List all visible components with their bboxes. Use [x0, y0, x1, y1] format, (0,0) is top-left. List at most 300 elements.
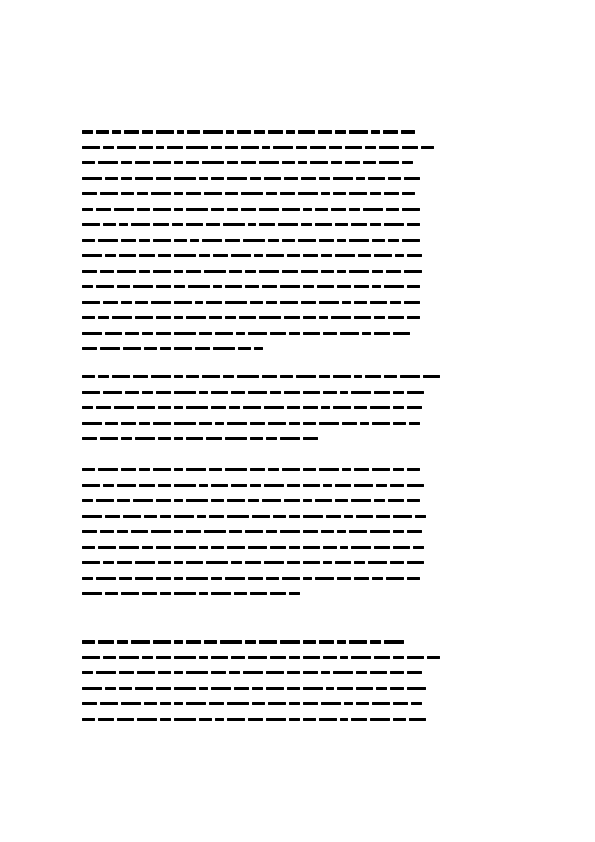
- word-block: [204, 530, 226, 533]
- word-block: [174, 332, 196, 335]
- word-block: [174, 437, 183, 440]
- word-block: [351, 546, 371, 549]
- word-block: [404, 270, 422, 273]
- word-block: [390, 301, 401, 304]
- word-block: [266, 254, 284, 257]
- word-block: [303, 530, 318, 533]
- word-block: [105, 332, 123, 335]
- word-block: [211, 208, 224, 211]
- word-block: [303, 406, 318, 409]
- word-block: [199, 656, 208, 659]
- word-block: [303, 437, 318, 440]
- word-block: [215, 422, 224, 425]
- word-block: [135, 687, 153, 690]
- word-block: [268, 130, 283, 134]
- word-block: [187, 130, 200, 134]
- word-block: [215, 332, 233, 335]
- word-block: [245, 285, 258, 288]
- word-block: [206, 223, 219, 226]
- word-block: [423, 375, 441, 378]
- word-block: [342, 301, 351, 304]
- text-line: [82, 700, 515, 707]
- word-block: [374, 391, 389, 394]
- word-block: [96, 671, 116, 674]
- word-block: [199, 592, 208, 595]
- word-block: [321, 254, 332, 257]
- word-block: [82, 671, 93, 674]
- word-block: [211, 146, 222, 149]
- text-line: [82, 435, 515, 442]
- word-block: [160, 515, 171, 518]
- word-block: [82, 640, 95, 644]
- word-block: [156, 577, 171, 580]
- word-block: [202, 161, 224, 164]
- word-block: [158, 406, 171, 409]
- word-block: [227, 422, 247, 425]
- word-block: [407, 316, 420, 319]
- word-block: [298, 130, 316, 134]
- word-block: [186, 223, 204, 226]
- word-block: [407, 671, 422, 674]
- word-block: [82, 347, 97, 350]
- word-block: [151, 301, 171, 304]
- word-block: [321, 671, 330, 674]
- word-block: [100, 530, 113, 533]
- word-block: [303, 332, 321, 335]
- word-block: [174, 192, 183, 195]
- word-block: [206, 301, 221, 304]
- text-line: [82, 575, 515, 582]
- word-block: [268, 239, 279, 242]
- word-block: [137, 208, 150, 211]
- word-block: [174, 316, 183, 319]
- text-line: [82, 144, 515, 151]
- word-block: [287, 406, 300, 409]
- word-block: [337, 285, 350, 288]
- word-block: [156, 391, 171, 394]
- word-block: [112, 130, 121, 134]
- word-block: [393, 530, 404, 533]
- text-line: [82, 559, 515, 566]
- word-block: [188, 285, 210, 288]
- word-block: [82, 285, 93, 288]
- word-block: [139, 484, 154, 487]
- word-block: [248, 332, 268, 335]
- word-block: [303, 561, 321, 564]
- word-block: [365, 375, 380, 378]
- word-block: [354, 484, 374, 487]
- word-block: [372, 702, 390, 705]
- word-block: [119, 687, 132, 690]
- text-line: [82, 299, 515, 306]
- word-block: [286, 130, 295, 134]
- word-block: [125, 332, 138, 335]
- text-line: [82, 283, 515, 290]
- word-block: [139, 270, 150, 273]
- word-block: [236, 332, 245, 335]
- word-block: [273, 515, 286, 518]
- text-line: [82, 528, 515, 535]
- word-block: [360, 422, 369, 425]
- word-block: [402, 239, 420, 242]
- text-line: [82, 252, 515, 259]
- word-block: [370, 301, 388, 304]
- word-block: [340, 391, 349, 394]
- word-block: [96, 130, 109, 134]
- word-block: [186, 406, 208, 409]
- word-block: [321, 702, 341, 705]
- word-block: [238, 347, 251, 350]
- word-block: [303, 656, 321, 659]
- word-block: [174, 718, 196, 721]
- word-block: [153, 640, 171, 644]
- word-block: [119, 546, 139, 549]
- word-block: [186, 702, 206, 705]
- word-block: [225, 146, 238, 149]
- word-block: [319, 718, 337, 721]
- word-block: [186, 437, 204, 440]
- word-block: [114, 208, 134, 211]
- word-block: [135, 577, 153, 580]
- word-block: [211, 406, 226, 409]
- word-block: [301, 223, 312, 226]
- word-block: [333, 375, 351, 378]
- word-block: [370, 640, 381, 644]
- paragraph: [82, 373, 515, 451]
- word-block: [354, 577, 369, 580]
- word-block: [202, 375, 220, 378]
- word-block: [262, 375, 277, 378]
- word-block: [105, 254, 116, 257]
- word-block: [112, 316, 132, 319]
- word-block: [139, 254, 154, 257]
- word-block: [105, 422, 118, 425]
- text-line: [82, 716, 515, 723]
- word-block: [301, 177, 316, 180]
- text-line: [82, 497, 515, 504]
- word-block: [153, 468, 171, 471]
- word-block: [335, 499, 348, 502]
- word-block: [142, 391, 153, 394]
- word-block: [82, 499, 93, 502]
- word-block: [82, 208, 93, 211]
- word-block: [335, 130, 346, 134]
- word-block: [282, 270, 297, 273]
- word-block: [225, 285, 243, 288]
- word-block: [153, 208, 171, 211]
- word-block: [160, 592, 171, 595]
- word-block: [82, 484, 100, 487]
- word-block: [345, 146, 363, 149]
- word-block: [252, 515, 270, 518]
- word-block: [289, 332, 300, 335]
- word-block: [384, 192, 399, 195]
- word-block: [158, 671, 171, 674]
- word-block: [121, 301, 132, 304]
- word-block: [160, 702, 171, 705]
- word-block: [303, 577, 312, 580]
- text-line: [82, 590, 515, 597]
- word-block: [160, 347, 171, 350]
- word-block: [100, 270, 113, 273]
- word-block: [121, 592, 139, 595]
- word-block: [231, 484, 246, 487]
- word-block: [270, 656, 285, 659]
- word-block: [427, 656, 440, 659]
- text-line: [82, 466, 515, 473]
- word-block: [376, 515, 389, 518]
- word-block: [156, 656, 171, 659]
- text-line: [82, 389, 515, 396]
- word-block: [237, 375, 259, 378]
- word-block: [262, 285, 277, 288]
- word-block: [370, 718, 390, 721]
- word-block: [82, 702, 97, 705]
- word-block: [82, 146, 100, 149]
- word-block: [105, 687, 116, 690]
- word-block: [82, 561, 100, 564]
- word-block: [407, 499, 420, 502]
- word-block: [374, 499, 385, 502]
- word-block: [225, 239, 240, 242]
- word-block: [287, 687, 300, 690]
- word-block: [174, 546, 196, 549]
- word-block: [245, 640, 256, 644]
- word-block: [262, 499, 282, 502]
- word-block: [393, 391, 404, 394]
- word-block: [351, 718, 366, 721]
- word-block: [177, 130, 184, 134]
- word-block: [186, 146, 208, 149]
- word-block: [117, 530, 128, 533]
- word-block: [174, 301, 192, 304]
- word-block: [211, 592, 231, 595]
- word-block: [174, 391, 196, 394]
- word-block: [354, 561, 365, 564]
- text-line: [82, 420, 515, 427]
- word-block: [390, 484, 403, 487]
- word-block: [388, 499, 403, 502]
- word-block: [303, 546, 321, 549]
- word-block: [137, 192, 148, 195]
- word-block: [268, 468, 279, 471]
- word-block: [112, 375, 130, 378]
- word-block: [254, 347, 263, 350]
- word-block: [393, 702, 408, 705]
- word-block: [333, 192, 346, 195]
- word-block: [252, 702, 265, 705]
- word-block: [226, 130, 235, 134]
- word-block: [402, 208, 420, 211]
- text-line: [82, 221, 515, 228]
- paragraph: [82, 466, 515, 606]
- word-block: [340, 332, 360, 335]
- text-line: [82, 237, 515, 244]
- word-block: [82, 656, 100, 659]
- word-block: [413, 546, 424, 549]
- word-block: [156, 687, 171, 690]
- word-block: [335, 254, 355, 257]
- word-block: [186, 561, 204, 564]
- word-block: [241, 161, 256, 164]
- word-block: [158, 437, 171, 440]
- word-block: [213, 347, 235, 350]
- word-block: [393, 406, 404, 409]
- word-block: [340, 546, 349, 549]
- word-block: [82, 239, 95, 242]
- word-block: [264, 561, 284, 564]
- word-block: [248, 223, 257, 226]
- word-block: [337, 239, 346, 242]
- word-block: [119, 577, 132, 580]
- word-block: [225, 316, 236, 319]
- word-block: [123, 347, 141, 350]
- text-line: [82, 190, 515, 197]
- word-block: [199, 484, 208, 487]
- word-block: [174, 640, 183, 644]
- word-block: [333, 177, 353, 180]
- word-block: [186, 270, 201, 273]
- word-block: [296, 146, 307, 149]
- word-block: [121, 177, 132, 180]
- word-block: [351, 391, 371, 394]
- word-block: [342, 468, 351, 471]
- word-block: [282, 208, 300, 211]
- word-block: [303, 702, 318, 705]
- word-block: [245, 561, 260, 564]
- word-block: [280, 285, 300, 288]
- word-block: [248, 546, 268, 549]
- word-block: [204, 640, 217, 644]
- word-block: [393, 468, 404, 471]
- word-block: [186, 671, 208, 674]
- word-block: [197, 515, 206, 518]
- word-block: [264, 177, 282, 180]
- word-block: [379, 161, 399, 164]
- word-block: [142, 332, 153, 335]
- word-block: [174, 285, 185, 288]
- word-block: [213, 254, 228, 257]
- word-block: [370, 530, 390, 533]
- word-block: [174, 577, 183, 580]
- word-block: [82, 270, 97, 273]
- word-block: [121, 161, 132, 164]
- word-block: [404, 177, 419, 180]
- word-block: [266, 192, 277, 195]
- word-block: [404, 301, 419, 304]
- word-block: [186, 530, 201, 533]
- text-line: [82, 404, 515, 411]
- word-block: [133, 375, 148, 378]
- word-block: [82, 577, 93, 580]
- word-block: [82, 546, 95, 549]
- word-block: [287, 254, 300, 257]
- word-block: [370, 192, 381, 195]
- word-block: [388, 177, 401, 180]
- word-block: [376, 687, 387, 690]
- word-block: [351, 223, 366, 226]
- word-block: [209, 468, 222, 471]
- word-block: [174, 375, 183, 378]
- word-block: [174, 208, 183, 211]
- word-block: [227, 208, 238, 211]
- word-block: [287, 671, 300, 674]
- word-block: [225, 468, 247, 471]
- word-block: [103, 561, 114, 564]
- word-block: [407, 687, 427, 690]
- text-line: [82, 513, 515, 520]
- word-block: [270, 391, 281, 394]
- word-block: [315, 499, 333, 502]
- word-block: [123, 515, 141, 518]
- word-block: [103, 301, 118, 304]
- text-line: [82, 314, 515, 321]
- word-block: [278, 223, 298, 226]
- word-block: [98, 375, 109, 378]
- word-block: [289, 546, 300, 549]
- word-block: [82, 177, 102, 180]
- word-block: [82, 592, 102, 595]
- word-block: [227, 177, 247, 180]
- word-block: [206, 437, 221, 440]
- text-line: [82, 638, 515, 645]
- word-block: [319, 239, 334, 242]
- word-block: [199, 422, 212, 425]
- paragraph: [82, 638, 515, 731]
- word-block: [393, 515, 413, 518]
- word-block: [407, 530, 422, 533]
- word-block: [186, 208, 208, 211]
- word-block: [98, 468, 118, 471]
- word-block: [96, 285, 114, 288]
- word-block: [407, 656, 425, 659]
- word-block: [103, 223, 116, 226]
- word-block: [231, 561, 242, 564]
- word-block: [289, 702, 300, 705]
- word-block: [284, 499, 299, 502]
- word-block: [172, 223, 183, 226]
- word-block: [407, 577, 420, 580]
- word-block: [335, 223, 348, 226]
- word-block: [135, 177, 153, 180]
- word-block: [186, 640, 201, 644]
- word-block: [203, 130, 223, 134]
- word-block: [82, 301, 100, 304]
- word-block: [231, 656, 244, 659]
- word-block: [220, 640, 242, 644]
- word-block: [82, 515, 102, 518]
- word-block: [160, 718, 171, 721]
- word-block: [335, 561, 350, 564]
- word-block: [270, 332, 285, 335]
- word-block: [241, 146, 259, 149]
- paragraph: [82, 128, 515, 361]
- word-block: [390, 561, 403, 564]
- word-block: [280, 375, 293, 378]
- word-block: [174, 499, 183, 502]
- text-line: [82, 482, 515, 489]
- word-block: [372, 285, 381, 288]
- word-block: [100, 437, 118, 440]
- word-block: [315, 577, 335, 580]
- word-block: [370, 223, 381, 226]
- word-block: [374, 316, 385, 319]
- word-block: [153, 239, 171, 242]
- word-block: [174, 592, 196, 595]
- word-block: [137, 718, 157, 721]
- word-block: [117, 561, 132, 564]
- word-block: [211, 391, 229, 394]
